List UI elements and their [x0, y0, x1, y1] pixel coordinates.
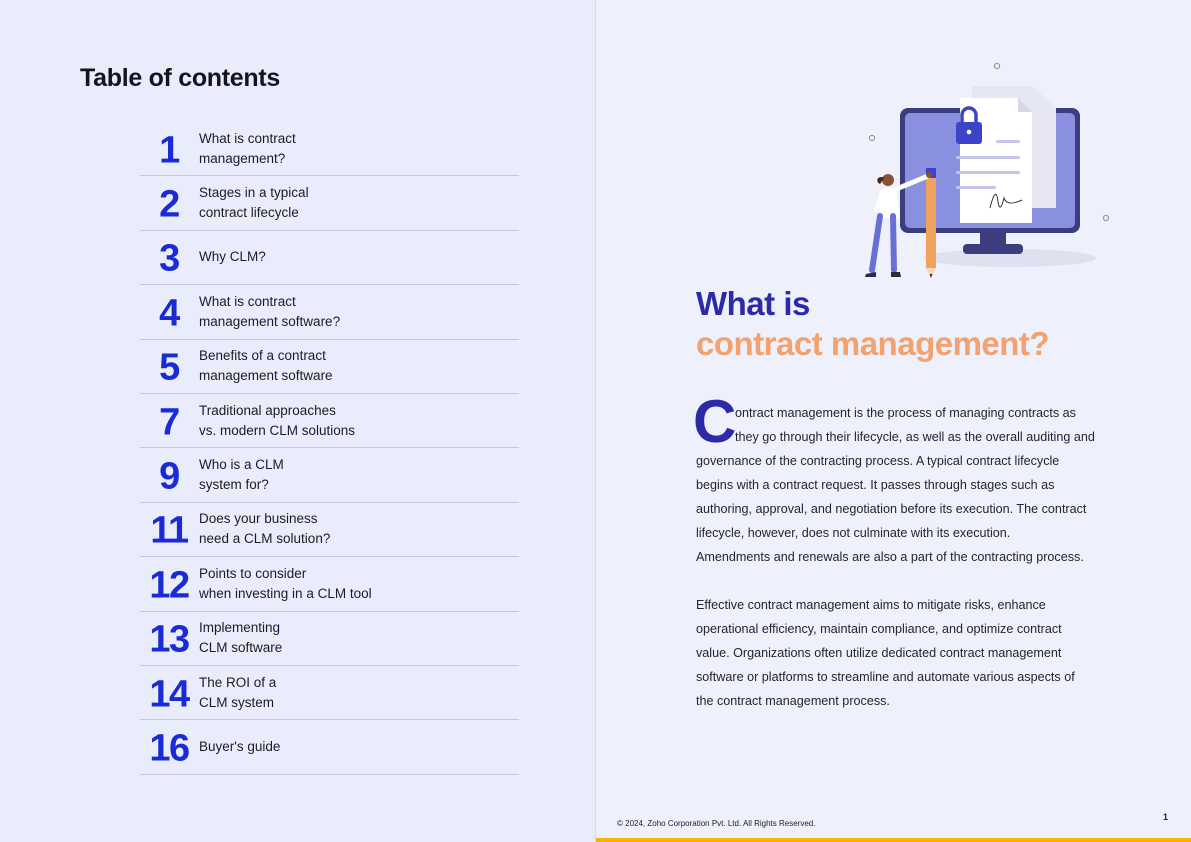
- toc-item-label: What is contract management?: [199, 130, 296, 166]
- toc-item[interactable]: [140, 285, 519, 339]
- footer-accent-bar: [596, 838, 1191, 842]
- toc-item-number: 14: [149, 673, 189, 716]
- toc-item-number: 1: [159, 129, 179, 172]
- paragraph-2: Effective contract management aims to mitigate risks, enhance operational efficiency, maintain compliance, and optimize contract value. Organizations often utilize dedicated contract management software or platforms to streamline and automate various aspects of the contract management process.: [696, 598, 1075, 708]
- toc-item-number: 9: [159, 455, 179, 498]
- toc-item-label: The ROI of a CLM system: [199, 674, 277, 710]
- toc-item-number: 12: [149, 564, 189, 607]
- toc-item-label: Traditional approaches vs. modern CLM solutions: [199, 402, 356, 438]
- heading-line-accent: contract management?: [696, 325, 1050, 362]
- toc-item[interactable]: [140, 231, 519, 285]
- toc-item[interactable]: [140, 122, 519, 176]
- toc-item-number: 4: [159, 292, 179, 335]
- toc-item[interactable]: [140, 176, 519, 230]
- toc-item[interactable]: [140, 666, 519, 720]
- heading-line-primary: What is: [696, 285, 810, 322]
- toc-item-label: What is contract management software?: [199, 293, 341, 329]
- article-heading: [696, 284, 1049, 364]
- toc-item-label: Why CLM?: [199, 249, 266, 265]
- drop-cap: C: [693, 388, 737, 455]
- toc-item[interactable]: [140, 448, 519, 502]
- toc-item-label: Implementing CLM software: [199, 620, 283, 656]
- toc-item-label: Points to consider when investing in a CLM tool: [199, 565, 372, 601]
- decor-circle-icon: [994, 63, 999, 68]
- toc-item[interactable]: [140, 612, 519, 666]
- toc-item[interactable]: [140, 557, 519, 611]
- toc-list: [140, 122, 519, 775]
- toc-item-number: 5: [159, 346, 179, 389]
- toc-item-label: Buyer's guide: [199, 738, 281, 754]
- toc-item-number: 11: [150, 509, 188, 552]
- document-icon: [956, 86, 1056, 223]
- paragraph-1-continued: governance of the contracting process. A typical contract lifecycle begins with a contract request. It passes through stages such as authoring, approval, and negotiation before its execution. The contract lifecycle, however, does not culminate with its execution. Amendments and renewals are also a part of the contracting process.: [696, 454, 1087, 564]
- decor-circle-icon: [1103, 215, 1108, 220]
- decor-circle-icon: [869, 135, 874, 140]
- toc-item-number: 3: [159, 237, 179, 280]
- contract-monitor-illustration: [860, 58, 1115, 283]
- toc-item[interactable]: [140, 340, 519, 394]
- toc-item-number: 16: [149, 727, 189, 770]
- toc-item-number: 2: [159, 183, 179, 226]
- toc-item-label: Who is a CLM system for?: [199, 457, 284, 493]
- toc-title: Table of contents: [80, 64, 281, 92]
- toc-item-label: Benefits of a contract management software: [199, 348, 333, 384]
- toc-item-label: Stages in a typical contract lifecycle: [199, 185, 309, 221]
- toc-item-number: 7: [159, 401, 179, 444]
- footer-copyright: © 2024, Zoho Corporation Pvt. Ltd. All Rights Reserved.: [617, 819, 816, 828]
- toc-item-label: Does your business need a CLM solution?: [199, 511, 331, 547]
- toc-item[interactable]: [140, 720, 519, 774]
- toc-item[interactable]: [140, 394, 519, 448]
- toc-item-number: 13: [149, 618, 189, 661]
- page-number: 1: [1163, 812, 1169, 822]
- paragraph-1-opening: ontract management is the process of managing contracts as they go through their lifecycle, as well as the overall auditing and: [735, 406, 1095, 444]
- toc-item[interactable]: [140, 503, 519, 557]
- pencil-icon: [926, 168, 936, 278]
